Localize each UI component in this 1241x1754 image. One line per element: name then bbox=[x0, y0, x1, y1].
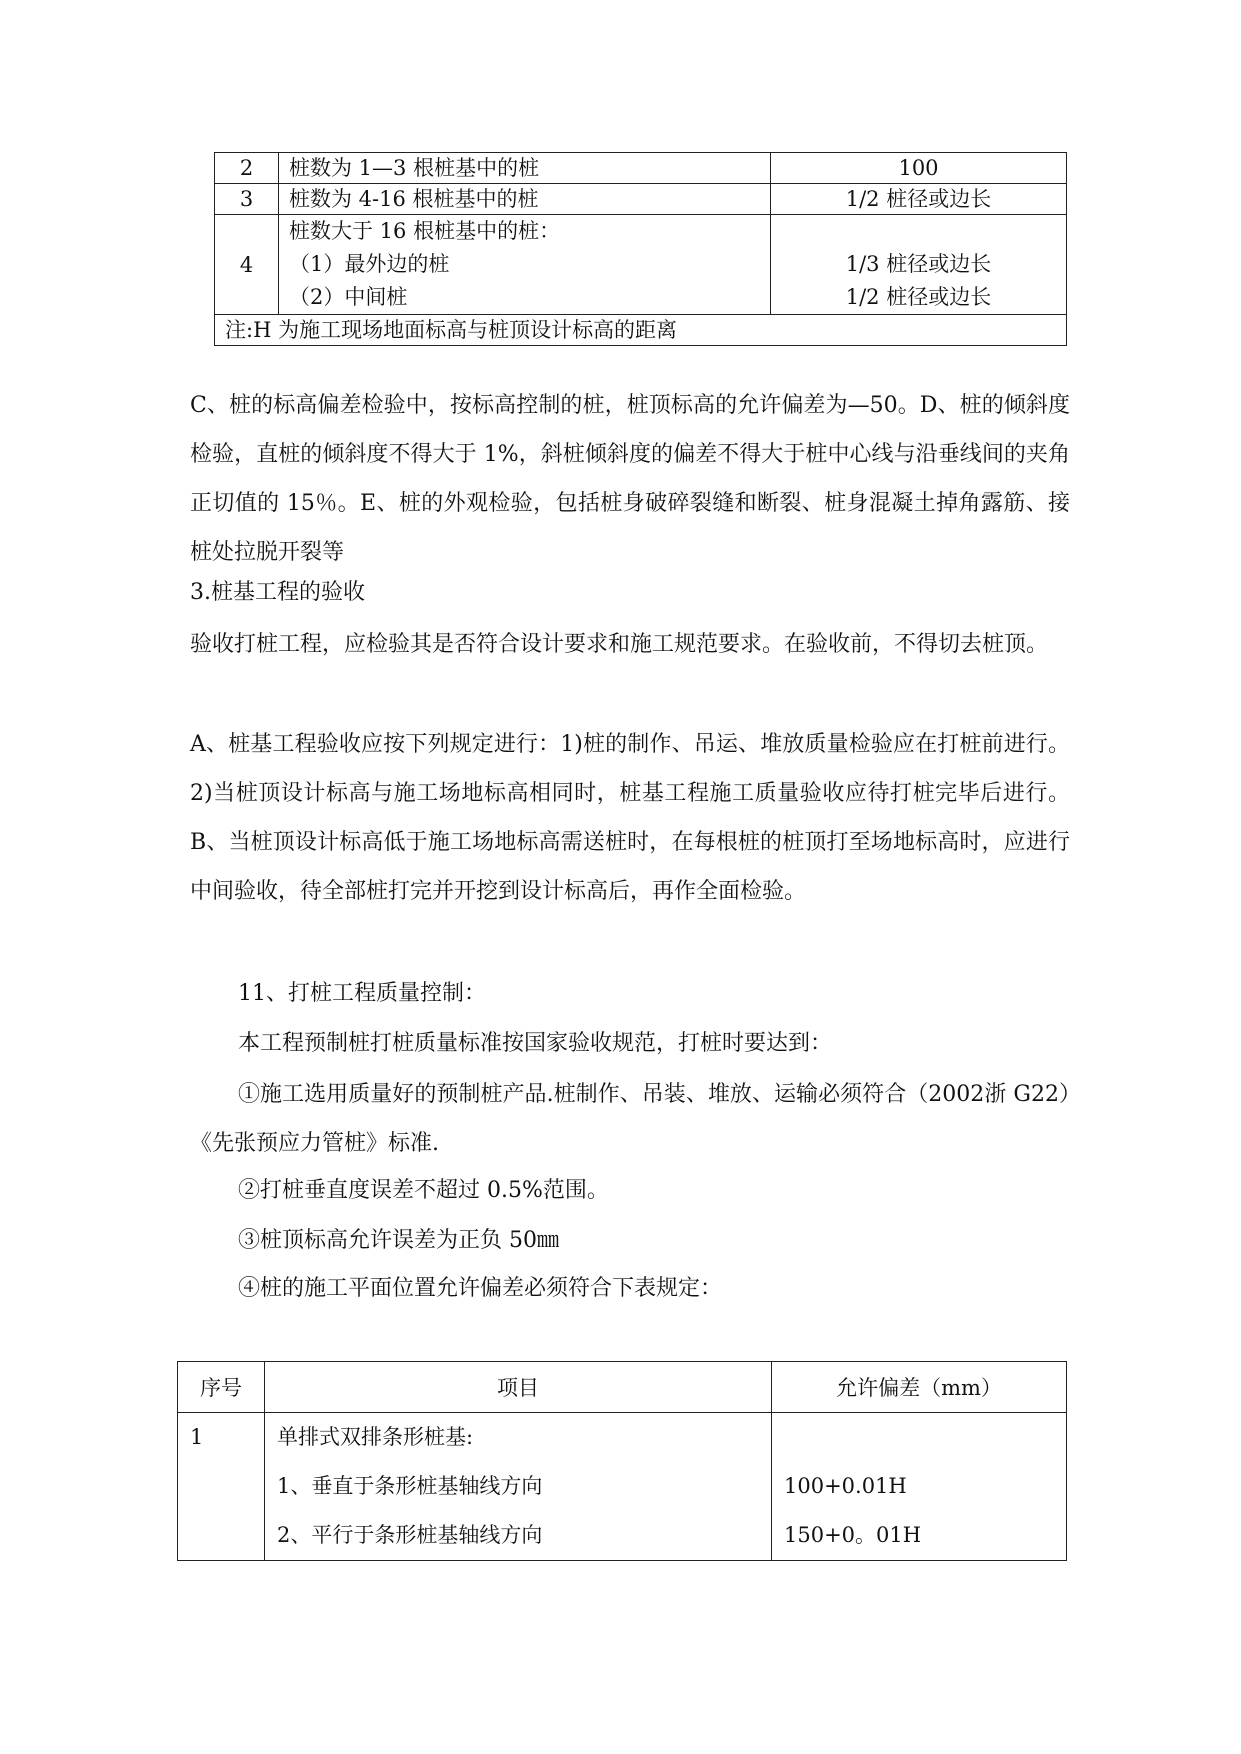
row-value: 1/2 桩径或边长 bbox=[771, 184, 1067, 215]
list-item: ③桩顶标高允许误差为正负 50㎜ bbox=[238, 1228, 559, 1253]
row-number: 2 bbox=[215, 153, 279, 184]
row-item bbox=[265, 1413, 772, 1561]
table-note: 注:H 为施工现场地面标高与桩顶设计标高的距离 bbox=[215, 315, 1067, 346]
row-value-line: 1/3 桩径或边长 bbox=[845, 252, 992, 276]
list-item: ②打桩垂直度误差不超过 0.5%范围。 bbox=[238, 1178, 609, 1203]
section-heading: 11、打桩工程质量控制： bbox=[238, 981, 486, 1006]
row-value-line: 100+0.01H bbox=[784, 1474, 907, 1498]
row-value: 100 bbox=[771, 153, 1067, 184]
row-item-line: 2、平行于条形桩基轴线方向 bbox=[277, 1523, 543, 1547]
table-row bbox=[215, 215, 1067, 315]
row-item-line: （1）最外边的桩 bbox=[289, 252, 450, 276]
tolerance-table-1 bbox=[214, 152, 1067, 346]
table-row bbox=[215, 184, 1067, 215]
row-number: 4 bbox=[215, 215, 279, 315]
row-item: 桩数为 1—3 根桩基中的桩 bbox=[279, 153, 771, 184]
row-number: 1 bbox=[178, 1413, 265, 1561]
table-row bbox=[215, 153, 1067, 184]
position-tolerance-table bbox=[177, 1361, 1067, 1561]
row-value bbox=[771, 215, 1067, 315]
header-number: 序号 bbox=[178, 1362, 265, 1413]
header-item: 项目 bbox=[265, 1362, 772, 1413]
header-value: 允许偏差（mm） bbox=[772, 1362, 1067, 1413]
paragraph-acceptance-rules: A、桩基工程验收应按下列规定进行：1)桩的制作、吊运、堆放质量检验应在打桩前进行。2)当桩顶设计标高与施工场地标高相同时，桩基工程施工质量验收应待打桩完毕后进行。B、当桩顶设计标高低于施工场地标高需送桩时，在每根桩的桩顶打至场地标高时，应进行中间验收，待全部桩打完并开挖到设计标高后，再作全面检验。 bbox=[190, 732, 1070, 904]
row-value-line: 150+0。01H bbox=[784, 1523, 922, 1547]
paragraph-inspection: C、桩的标高偏差检验中，按标高控制的桩，桩顶标高的允许偏差为—50。D、桩的倾斜度检验，直桩的倾斜度不得大于 1%，斜桩倾斜度的偏差不得大于桩中心线与沿垂线间的夹角正切值的 15％。E、桩的外观检验，包括桩身破碎裂缝和断裂、桩身混凝土掉角露筋、接桩处拉脱开裂等 bbox=[190, 393, 1070, 565]
section-heading: 3.桩基工程的验收 bbox=[190, 580, 365, 605]
table-note-row bbox=[215, 315, 1067, 346]
row-item-line: 单排式双排条形桩基: bbox=[277, 1425, 474, 1449]
table-row bbox=[178, 1413, 1067, 1561]
list-item: ①施工选用质量好的预制桩产品.桩制作、吊装、堆放、运输必须符合（2002浙 G22）《先张预应力管桩》标准. bbox=[190, 1082, 1070, 1156]
paragraph-acceptance: 验收打桩工程，应检验其是否符合设计要求和施工规范要求。在验收前，不得切去桩顶。 bbox=[190, 632, 1049, 657]
table-header-row bbox=[178, 1362, 1067, 1413]
row-value-line: 1/2 桩径或边长 bbox=[845, 285, 992, 309]
row-item-line: 桩数大于 16 根桩基中的桩： bbox=[289, 219, 561, 243]
row-item-line: （2）中间桩 bbox=[289, 285, 408, 309]
paragraph-intro: 本工程预制桩打桩质量标准按国家验收规范，打桩时要达到： bbox=[238, 1031, 833, 1056]
list-item: ④桩的施工平面位置允许偏差必须符合下表规定： bbox=[238, 1276, 723, 1301]
row-item bbox=[279, 215, 771, 315]
row-number: 3 bbox=[215, 184, 279, 215]
row-item-line: 1、垂直于条形桩基轴线方向 bbox=[277, 1474, 543, 1498]
row-item: 桩数为 4-16 根桩基中的桩 bbox=[279, 184, 771, 215]
row-value bbox=[772, 1413, 1067, 1561]
